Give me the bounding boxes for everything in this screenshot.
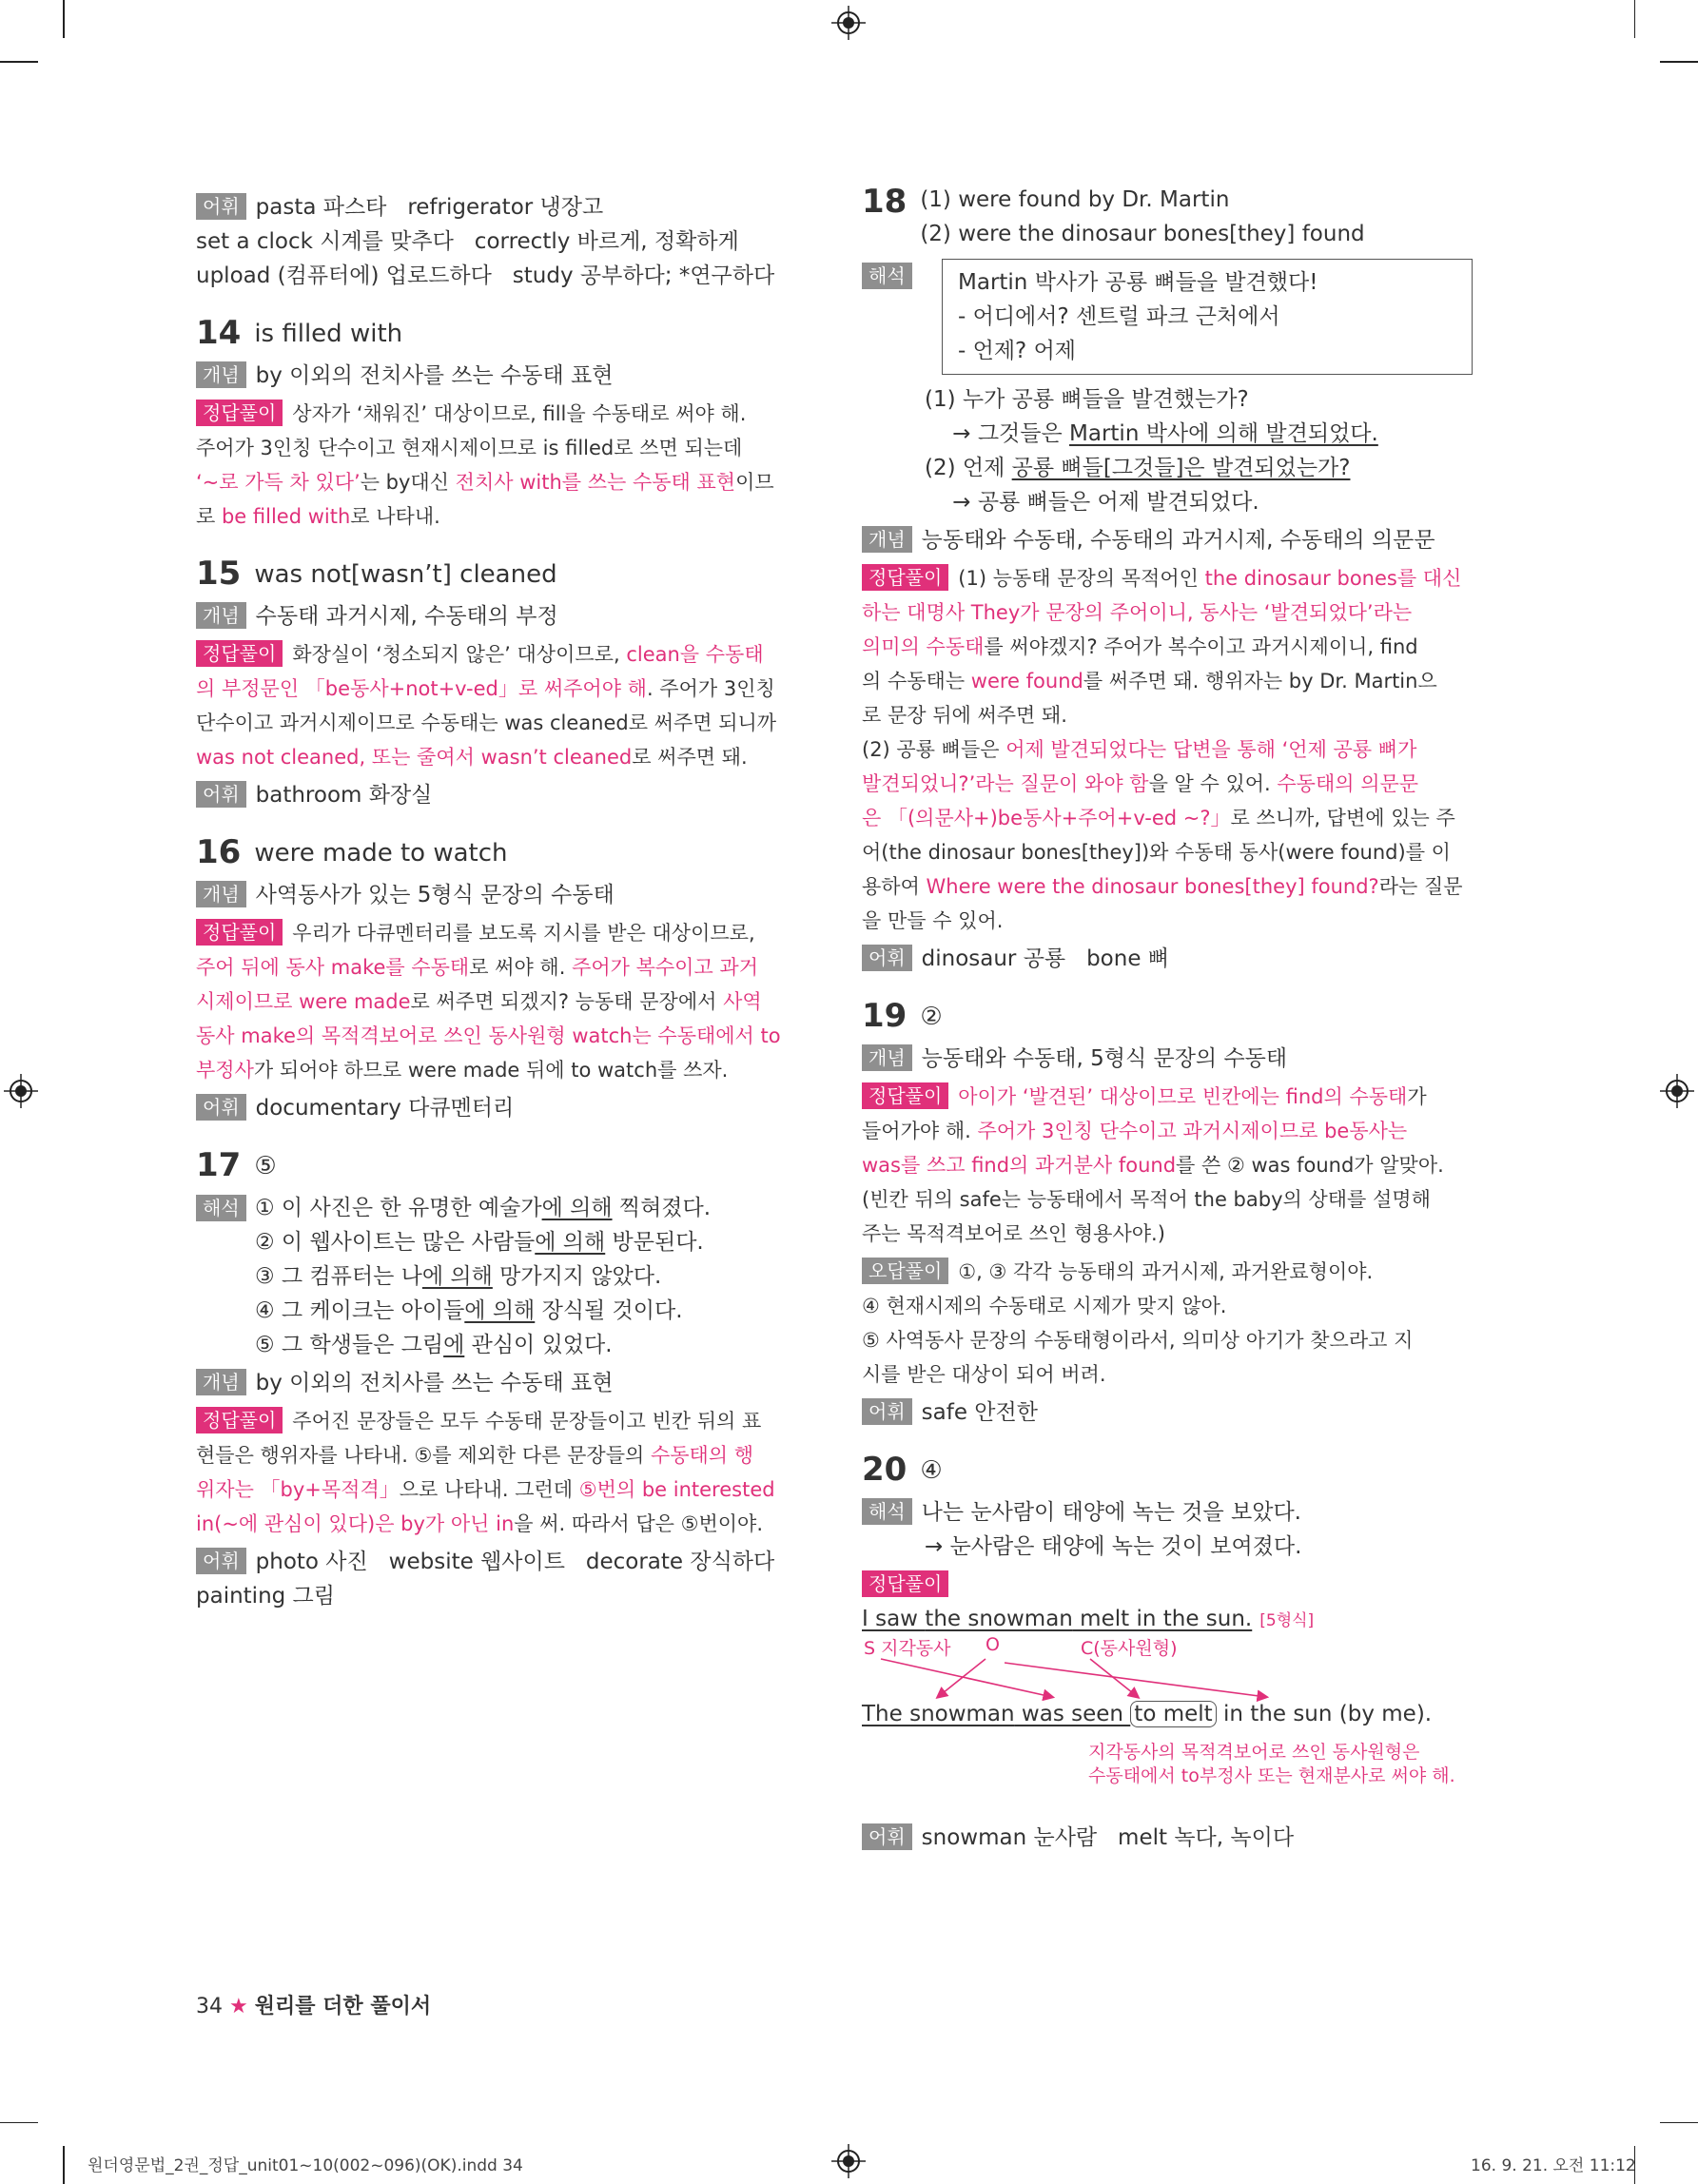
text-segment: (빈칸 뒤의 safe는 능동태에서 목적어 the baby의 상태를 설명해 bbox=[862, 1188, 1431, 1211]
concept: by 이외의 전치사를 쓰는 수동태 표현 bbox=[255, 1371, 614, 1395]
question-17 bbox=[196, 1146, 805, 1613]
text-segment: 사역 bbox=[723, 990, 762, 1013]
text-segment: (2) 공룡 뼈들은 bbox=[862, 738, 1006, 761]
text-line bbox=[255, 1259, 805, 1294]
solution bbox=[862, 1080, 1480, 1251]
vocab: snowman 눈사람 melt 녹다, 녹이다 bbox=[921, 1825, 1295, 1850]
text-line bbox=[862, 767, 1480, 801]
question-18 bbox=[862, 183, 1480, 976]
text-line bbox=[196, 499, 805, 534]
vocab-tag: 어휘 bbox=[862, 945, 912, 971]
concept-tag: 개념 bbox=[196, 881, 246, 907]
text-segment: 를 써주면 돼. 행위자는 by Dr. Martin으 bbox=[1083, 670, 1437, 692]
vocab-tag: 어휘 bbox=[196, 1548, 246, 1574]
answer: (1) were found by Dr. Martin bbox=[920, 187, 1230, 212]
vocab: bathroom 화장실 bbox=[255, 783, 433, 808]
text-segment: 용하여 bbox=[862, 875, 927, 898]
text-segment: 가 되어야 하므로 were made 뒤에 to watch를 쓰자. bbox=[253, 1059, 729, 1082]
text-line bbox=[862, 835, 1480, 869]
vocab: safe 안전한 bbox=[921, 1400, 1038, 1425]
text-segment: 수동태의 행 bbox=[650, 1444, 754, 1467]
text-line bbox=[255, 1328, 805, 1362]
text-line bbox=[862, 1217, 1480, 1251]
text-segment: 은 「(의문사+)be동사+주어+v-ed ~?」 bbox=[862, 807, 1231, 829]
question-15 bbox=[196, 555, 805, 812]
text-line bbox=[196, 740, 805, 774]
text-line bbox=[196, 1472, 805, 1507]
text-segment: 찍혀졌다. bbox=[612, 1196, 712, 1220]
text-segment: Martin 박사에 의해 발견되었다. bbox=[1069, 421, 1378, 446]
text-segment: 단수이고 과거시제이므로 수동태는 was cleaned로 써주면 되니까 bbox=[196, 712, 777, 734]
text-segment: in(~에 관심이 있다)은 by가 아닌 in bbox=[196, 1512, 515, 1535]
text-segment: 장식될 것이다. bbox=[535, 1298, 683, 1323]
text-segment: (2) 언제 bbox=[925, 456, 1012, 480]
solution bbox=[196, 1404, 805, 1541]
text-segment: → 공룡 뼈들은 어제 발견되었다. bbox=[925, 490, 1259, 515]
registration-mark-icon bbox=[4, 1074, 38, 1108]
solution bbox=[196, 916, 805, 1087]
text-segment: 하는 대명사 They가 문장의 주어이니, 동사는 ‘발견되었다’라는 bbox=[862, 601, 1413, 624]
wrong-tag: 오답풀이 bbox=[862, 1258, 948, 1284]
text-line bbox=[196, 1438, 805, 1472]
concept-tag: 개념 bbox=[862, 526, 912, 553]
answer: ⑤ bbox=[254, 1152, 277, 1180]
concept: 사역동사가 있는 5형식 문장의 수동태 bbox=[255, 883, 615, 907]
text-line bbox=[196, 916, 805, 950]
grammar-note: 지각동사의 목적격보어로 쓰인 동사원형은 수동태에서 to부정사 또는 현재분사로 써야 해. bbox=[1088, 1742, 1455, 1786]
question-number: 14 bbox=[196, 314, 242, 352]
question-14 bbox=[196, 314, 805, 534]
text-segment: the dinosaur bones를 대신 bbox=[1204, 567, 1462, 590]
text-segment: 의미의 수동태 bbox=[862, 635, 985, 658]
text-segment: 라는 질문 bbox=[1378, 875, 1463, 898]
solution-tag: 정답풀이 bbox=[862, 1570, 948, 1597]
text-segment: 아이가 ‘발견된’ 대상이므로 빈칸에는 find의 수동태 bbox=[958, 1085, 1408, 1108]
text-segment: ① 이 사진은 한 유명한 예술가 bbox=[255, 1196, 542, 1220]
concept: by 이외의 전치사를 쓰는 수동태 표현 bbox=[255, 363, 614, 388]
text-segment: Where were the dinosaur bones[they] found? bbox=[926, 875, 1379, 898]
vocab-tag: 어휘 bbox=[862, 1823, 912, 1850]
text-segment: 을 써. 따라서 답은 ⑤번이야. bbox=[514, 1512, 764, 1535]
text-segment: ⑤번의 be interested bbox=[578, 1478, 775, 1501]
vocab-tag: 어휘 bbox=[862, 1398, 912, 1425]
text-segment: 주어가 3인칭 단수이고 과거시제이므로 be동사는 bbox=[977, 1120, 1408, 1142]
text-segment: 전치사 with를 쓰는 수동태 표현 bbox=[455, 471, 736, 494]
translation-tag: 해석 bbox=[862, 263, 912, 289]
text-segment: (1) 능동태 문장의 목적어인 bbox=[958, 567, 1205, 590]
text-line bbox=[862, 630, 1480, 664]
concept-tag: 개념 bbox=[196, 602, 246, 629]
text-line bbox=[255, 1294, 805, 1328]
text-segment: → 그것들은 bbox=[925, 421, 1070, 446]
solution-tag: 정답풀이 bbox=[196, 1407, 283, 1433]
answer: was not[wasn’t] cleaned bbox=[254, 560, 557, 589]
sentence-passive: The snowman was seen to melt in the sun (by me). bbox=[862, 1702, 1433, 1726]
text-line bbox=[196, 672, 805, 706]
text-segment: be filled with bbox=[221, 505, 351, 528]
translation-tag: 해석 bbox=[196, 1195, 246, 1221]
text-segment: . 주어가 3인칭 bbox=[646, 677, 775, 700]
solution-tag: 정답풀이 bbox=[196, 919, 283, 946]
text-segment: 수동태의 의문문 bbox=[1277, 772, 1419, 795]
question-19 bbox=[862, 997, 1480, 1430]
text-line bbox=[925, 382, 1480, 417]
solution bbox=[862, 561, 1480, 938]
text-line bbox=[925, 451, 1480, 485]
vocab: painting 그림 bbox=[196, 1584, 335, 1609]
solution-tag: 정답풀이 bbox=[862, 564, 948, 591]
question-number: 17 bbox=[196, 1146, 242, 1184]
text-segment: 로 문장 뒤에 써주면 돼. bbox=[862, 704, 1067, 727]
text-line bbox=[196, 637, 805, 672]
text-segment: 를 쓴 ② was found가 알맞아. bbox=[1176, 1154, 1444, 1177]
translation-box: Martin 박사가 공룡 뼈들을 발견했다! - 어디에서? 센트럴 파크 근처에서 - 언제? 어제 bbox=[942, 259, 1473, 375]
text-segment: 시제이므로 were made bbox=[196, 990, 411, 1013]
text-line bbox=[196, 465, 805, 499]
concept-tag: 개념 bbox=[862, 1044, 912, 1071]
subject-verb-label: S 지각동사 bbox=[864, 1638, 951, 1659]
text-line bbox=[862, 1080, 1480, 1114]
text-line bbox=[925, 485, 1480, 519]
translation bbox=[196, 1191, 805, 1362]
solution-tag: 정답풀이 bbox=[196, 640, 283, 667]
text-segment: 공룡 뼈들[그것들]은 발견되었는가? bbox=[1011, 456, 1351, 480]
text-segment: 주어가 복수이고 과거 bbox=[572, 956, 759, 979]
solution-tag: 정답풀이 bbox=[862, 1082, 948, 1109]
crop-mark bbox=[0, 61, 38, 63]
vocab: photo 사진 website 웹사이트 decorate 장식하다 bbox=[255, 1550, 775, 1574]
wrong-answer-explanation: 오답풀이 ①, ③ 각각 능동태의 과거시제, 과거완료형이야. ④ 현재시제의 수동태로 시제가 맞지 않아. ⑤ 사역동사 문장의 수동태형이라서, 의미상 아기가 찾으라고 지 시를 받은 대상이 되어 버려. bbox=[862, 1259, 1414, 1386]
text-line bbox=[862, 801, 1480, 835]
text-line bbox=[925, 417, 1480, 451]
text-segment: 가 bbox=[1407, 1085, 1427, 1108]
print-date: 16. 9. 21. 오전 11:12 bbox=[1471, 2156, 1636, 2175]
text-line bbox=[862, 1114, 1480, 1148]
question-20: 20 ④ 해석 나는 눈사람이 태양에 녹는 것을 보았다. → 눈사람은 태양에 녹는 것이 보여졌다. 정답풀이 I saw the snowman melt in the sun. [5형식] S 지각동사 O C(동사원형) The snowman was seen to melt in the sun (by me). 지각동사의 목적격보어로 쓰인 동사원형은 수동태에서 to부정사 또는 현재분사로 써야 해. 어휘 snowman 눈사람 melt 녹다, 녹이다 bbox=[862, 1451, 1480, 1855]
text-line bbox=[862, 904, 1480, 938]
concept-tag: 개념 bbox=[196, 361, 246, 388]
text-segment: ② 이 웹사이트는 많은 사람들 bbox=[255, 1230, 536, 1255]
page-number: 34 bbox=[196, 1995, 223, 2018]
text-line bbox=[862, 664, 1480, 698]
question-number: 19 bbox=[862, 997, 908, 1035]
text-segment: 로 bbox=[196, 505, 222, 528]
text-segment: 들어가야 해. bbox=[862, 1120, 978, 1142]
solution-tag: 정답풀이 bbox=[196, 400, 283, 426]
page-footer bbox=[196, 1990, 431, 2019]
file-slug: 원더영문법_2권_정답_unit01~10(002~096)(OK).indd 34 bbox=[88, 2156, 523, 2175]
crop-mark bbox=[63, 2146, 65, 2184]
sentence-active: I saw the snowman melt in the sun. [5형식] bbox=[862, 1607, 1315, 1631]
question-number: 16 bbox=[196, 833, 242, 871]
translation bbox=[862, 382, 1480, 519]
text-line bbox=[255, 1191, 805, 1225]
text-line bbox=[255, 1225, 805, 1259]
text-line bbox=[196, 706, 805, 740]
vocab: documentary 다큐멘터리 bbox=[255, 1096, 515, 1121]
text-segment: 으로 나타내. 그런데 bbox=[399, 1478, 579, 1501]
text-segment: 로 나타내. bbox=[350, 505, 440, 528]
transformation-arrows-icon bbox=[862, 1655, 1471, 1703]
text-segment: 주는 목적격보어로 쓰인 형용사야.) bbox=[862, 1222, 1165, 1245]
text-segment: 어(the dinosaur bones[they])와 수동태 동사(were found)를 이 bbox=[862, 841, 1451, 864]
solution bbox=[196, 637, 805, 774]
text-segment: 에 의해 bbox=[541, 1196, 613, 1220]
text-segment: 주어가 3인칭 단수이고 현재시제이므로 is filled로 쓰면 되는데 bbox=[196, 437, 743, 459]
answer: ④ bbox=[920, 1456, 943, 1485]
text-line bbox=[862, 1148, 1480, 1182]
question-16 bbox=[196, 833, 805, 1125]
text-line bbox=[862, 869, 1480, 904]
text-segment: ⑤ 그 학생들은 그림 bbox=[255, 1333, 444, 1357]
text-segment: 어제 발견되었다는 답변을 통해 ‘언제 공룡 뼈가 bbox=[1005, 738, 1417, 761]
text-segment: 에 bbox=[443, 1333, 465, 1357]
registration-mark-icon bbox=[1660, 1074, 1694, 1108]
vocab-tag: 어휘 bbox=[196, 781, 246, 808]
text-segment: ③ 그 컴퓨터는 나 bbox=[255, 1264, 422, 1289]
text-segment: 에 의해 bbox=[464, 1298, 536, 1323]
object-label: O bbox=[986, 1634, 1000, 1655]
text-line bbox=[196, 1053, 805, 1087]
text-line bbox=[862, 698, 1480, 732]
concept: 능동태와 수동태, 수동태의 과거시제, 수동태의 의문문 bbox=[921, 528, 1435, 553]
text-segment: 위자는 「by+목적격」 bbox=[196, 1478, 400, 1501]
registration-mark-icon bbox=[831, 6, 866, 40]
text-line bbox=[196, 431, 805, 465]
text-segment: 에 의해 bbox=[421, 1264, 493, 1289]
vocab-tag: 어휘 bbox=[196, 1094, 246, 1121]
text-segment: 우리가 다큐멘터리를 보도록 지시를 받은 대상이므로, bbox=[292, 922, 755, 945]
text-segment: 를 써야겠지? 주어가 복수이고 과거시제이니, find bbox=[984, 635, 1418, 658]
text-segment: 부정사 bbox=[196, 1059, 254, 1082]
question-number: 15 bbox=[196, 555, 242, 593]
crop-mark bbox=[1634, 0, 1636, 38]
text-line bbox=[862, 1182, 1480, 1217]
text-line bbox=[196, 1019, 805, 1053]
concept-tag: 개념 bbox=[196, 1369, 246, 1395]
text-segment: 로 쓰니까, 답변에 있는 주 bbox=[1230, 807, 1455, 829]
translation-tag: 해석 bbox=[862, 1498, 912, 1525]
text-segment: 을 만들 수 있어. bbox=[862, 909, 1004, 932]
sentence-type-note: [5형식] bbox=[1259, 1611, 1315, 1630]
text-segment: 망가지지 않았다. bbox=[492, 1264, 662, 1289]
vocab-top: 어휘 pasta 파스타 refrigerator 냉장고 set a clock 시계를 맞추다 correctly 바르게, 정확하게 upload (컴퓨터에) 업로드하다 study 공부하다; *연구하다 bbox=[196, 195, 775, 288]
book-title: 원리를 더한 풀이서 bbox=[254, 1995, 432, 2018]
text-segment: 주어진 문장들은 모두 수동태 문장들이고 빈칸 뒤의 표 bbox=[292, 1410, 762, 1433]
text-segment: 상자가 ‘채워진’ 대상이므로, fill을 수동태로 써야 해. bbox=[292, 402, 747, 425]
answer: were made to watch bbox=[254, 839, 508, 868]
text-segment: ④ 그 케이크는 아이들 bbox=[255, 1298, 465, 1323]
text-segment: 관심이 있었다. bbox=[464, 1333, 613, 1357]
question-number: 20 bbox=[862, 1451, 908, 1489]
left-column bbox=[196, 190, 805, 1613]
text-segment: was를 쓰고 find의 과거분사 found bbox=[862, 1154, 1177, 1177]
registration-mark-icon bbox=[831, 2144, 866, 2178]
text-segment: 현들은 행위자를 나타내. ⑤를 제외한 다른 문장들의 bbox=[196, 1444, 651, 1467]
text-segment: 동사 make의 목적격보어로 쓰인 동사원형 watch는 수동태에서 to bbox=[196, 1024, 781, 1047]
text-segment: (1) 누가 공룡 뼈들을 발견했는가? bbox=[925, 387, 1249, 412]
text-segment: 의 부정문인 「be동사+not+v-ed」로 써주어야 해 bbox=[196, 677, 647, 700]
text-segment: was not cleaned, 또는 줄여서 wasn’t cleaned bbox=[196, 746, 633, 769]
text-segment: 의 수동태는 bbox=[862, 670, 971, 692]
text-segment: 는 by대신 bbox=[360, 471, 456, 494]
text-segment: 이므 bbox=[735, 471, 774, 494]
text-segment: clean을 수동태 bbox=[626, 643, 764, 666]
vocab: dinosaur 공룡 bone 뼈 bbox=[921, 946, 1169, 971]
crop-mark bbox=[1660, 2122, 1698, 2124]
text-line bbox=[196, 985, 805, 1019]
right-column bbox=[862, 183, 1480, 1855]
complement-label: C(동사원형) bbox=[1081, 1638, 1178, 1659]
text-line bbox=[862, 732, 1480, 767]
text-segment: 로 써주면 돼. bbox=[632, 746, 748, 769]
text-line bbox=[196, 1507, 805, 1541]
vocab-tag: 어휘 bbox=[196, 193, 246, 220]
text-line bbox=[196, 397, 805, 431]
concept: 능동태와 수동태, 5형식 문장의 수동태 bbox=[921, 1046, 1288, 1071]
text-line bbox=[196, 950, 805, 985]
question-number: 18 bbox=[862, 183, 908, 221]
crop-mark bbox=[1660, 61, 1698, 63]
text-segment: 방문된다. bbox=[605, 1230, 704, 1255]
text-line bbox=[862, 561, 1480, 595]
answer: ② bbox=[920, 1003, 943, 1031]
text-segment: 로 써야 해. bbox=[469, 956, 573, 979]
answer: is filled with bbox=[254, 320, 403, 348]
concept: 수동태 과거시제, 수동태의 부정 bbox=[255, 604, 558, 629]
text-line bbox=[862, 595, 1480, 630]
text-segment: 을 알 수 있어. bbox=[1148, 772, 1278, 795]
sentence-diagram bbox=[862, 1602, 1471, 1821]
star-icon: ★ bbox=[229, 1995, 248, 2018]
text-segment: 발견되었니?’라는 질문이 와야 함 bbox=[862, 772, 1149, 795]
answer: (2) were the dinosaur bones[they] found bbox=[920, 222, 1365, 246]
text-segment: 로 써주면 되겠지? 능동태 문장에서 bbox=[410, 990, 724, 1013]
text-segment: ‘~로 가득 차 있다’ bbox=[196, 471, 361, 494]
text-segment: 화장실이 ‘청소되지 않은’ 대상이므로, bbox=[292, 643, 627, 666]
solution bbox=[196, 397, 805, 534]
crop-mark bbox=[63, 0, 65, 38]
crop-mark bbox=[0, 2122, 38, 2124]
text-segment: 에 의해 bbox=[535, 1230, 606, 1255]
text-segment: 주어 뒤에 동사 make를 수동태 bbox=[196, 956, 470, 979]
text-line bbox=[196, 1404, 805, 1438]
text-segment: were found bbox=[970, 670, 1083, 692]
